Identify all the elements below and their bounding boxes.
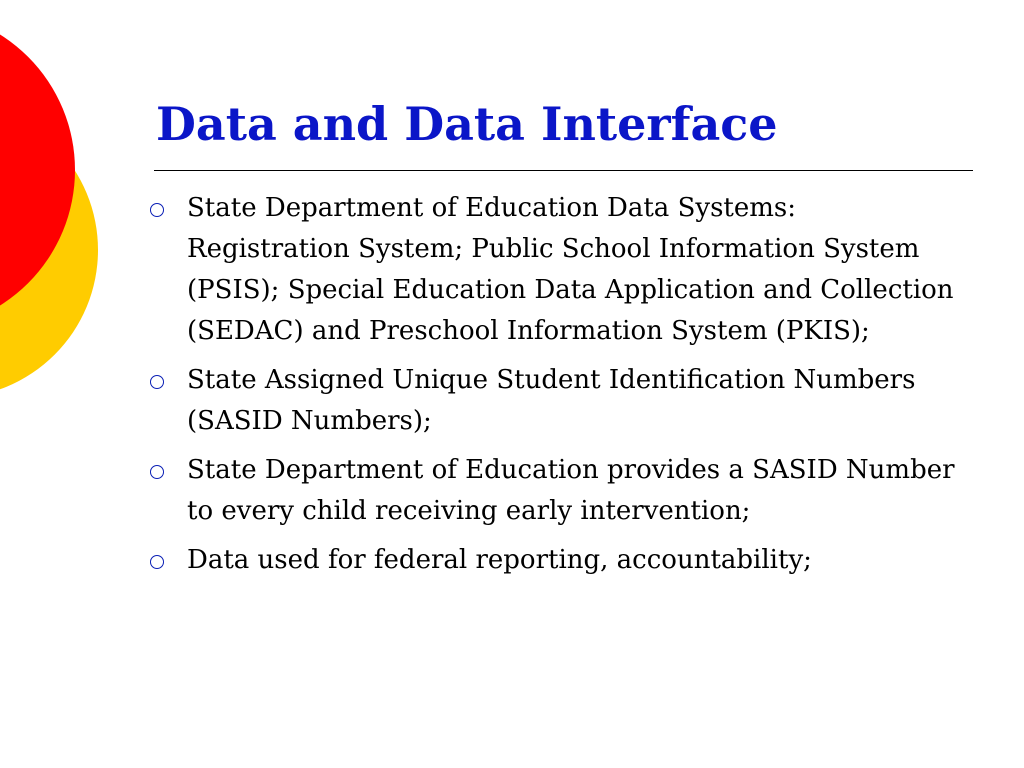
slide-title: Data and Data Interface bbox=[156, 97, 778, 151]
bullet-list bbox=[146, 188, 966, 589]
bullet-text: State Department of Education Data Systems: Registration System; Public School Information System (PSIS); Special Education Data Application and Collection (SEDAC) and Preschool Information System (PKIS); bbox=[187, 193, 954, 346]
bullet-item bbox=[146, 450, 966, 532]
circle-bullet-icon bbox=[150, 465, 164, 479]
bullet-item bbox=[146, 360, 966, 442]
circle-bullet-icon bbox=[150, 203, 164, 217]
circle-bullet-icon bbox=[150, 555, 164, 569]
decorative-circles bbox=[0, 0, 120, 410]
bullet-item bbox=[146, 188, 966, 352]
bullet-item bbox=[146, 540, 966, 581]
bullet-text: State Department of Education provides a SASID Number to every child receiving early intervention; bbox=[187, 455, 955, 526]
bullet-text: Data used for federal reporting, accountability; bbox=[187, 545, 812, 575]
title-divider bbox=[154, 170, 973, 171]
circle-bullet-icon bbox=[150, 375, 164, 389]
bullet-text: State Assigned Unique Student Identification Numbers (SASID Numbers); bbox=[187, 365, 916, 436]
